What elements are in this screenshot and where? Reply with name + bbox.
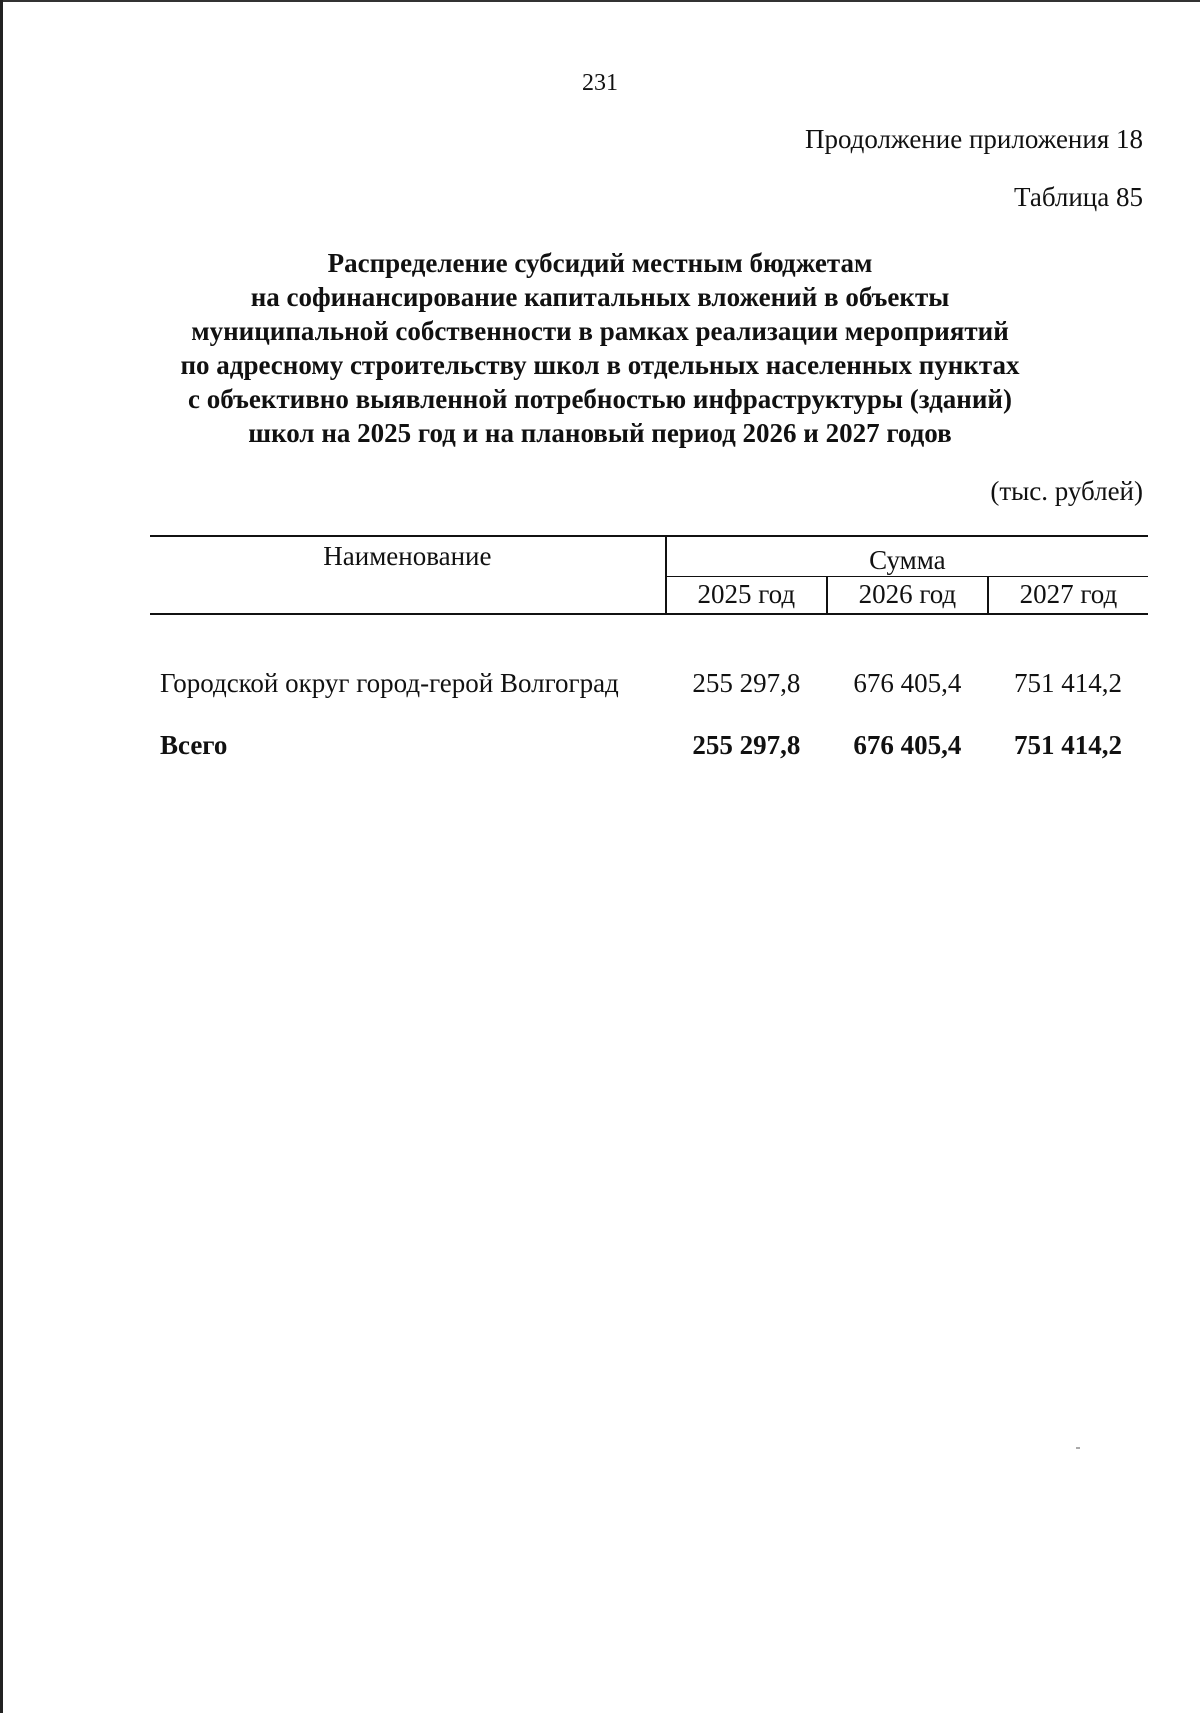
header-sum: Сумма [666,536,1148,576]
header-year-2027: 2027 год [988,576,1148,614]
total-label: Всего [160,729,228,760]
total-value-2027: 751 414,2 [1013,729,1122,760]
subsidy-table [150,535,1148,777]
title-line: с объективно выявленной потребностью инфраструктуры (зданий) [188,384,1012,414]
page-left-edge [0,0,3,1713]
table-number: Таблица 85 [1014,182,1143,212]
table-row [150,653,1148,713]
row-name: Городской округ город-герой Волгоград [160,667,619,698]
header-year-2026: 2026 год [827,576,988,614]
subsidy-table-wrapper [150,535,1148,777]
title-line: муниципальной собственности в рамках реализации мероприятий [191,316,1009,346]
title-line: на софинансирование капитальных вложений в объекты [250,282,950,312]
total-value-2025: 255 297,8 [692,729,801,760]
header-year-2025: 2025 год [666,576,827,614]
units-note: (тыс. рублей) [990,476,1143,506]
total-value-2026: 676 405,4 [853,729,962,760]
spacer-row [150,614,1148,653]
title-line: Распределение субсидий местным бюджетам [327,248,873,278]
title-line: по адресному строительству школ в отдельных населенных пунктах [180,350,1020,380]
document-title [150,246,1050,450]
scan-speck [1076,1447,1080,1449]
row-value-2026: 676 405,4 [853,667,962,698]
row-value-2027: 751 414,2 [1013,667,1122,698]
title-line: школ на 2025 год и на плановый период 2026 и 2027 годов [248,418,952,448]
appendix-note: Продолжение приложения 18 [804,124,1143,154]
header-name: Наименование [150,536,666,614]
page-top-edge [0,0,1200,2]
row-value-2025: 255 297,8 [692,667,801,698]
total-row [150,713,1148,777]
table-header [150,536,1148,614]
table-body [150,614,1148,777]
page-number: 231 [582,70,618,96]
